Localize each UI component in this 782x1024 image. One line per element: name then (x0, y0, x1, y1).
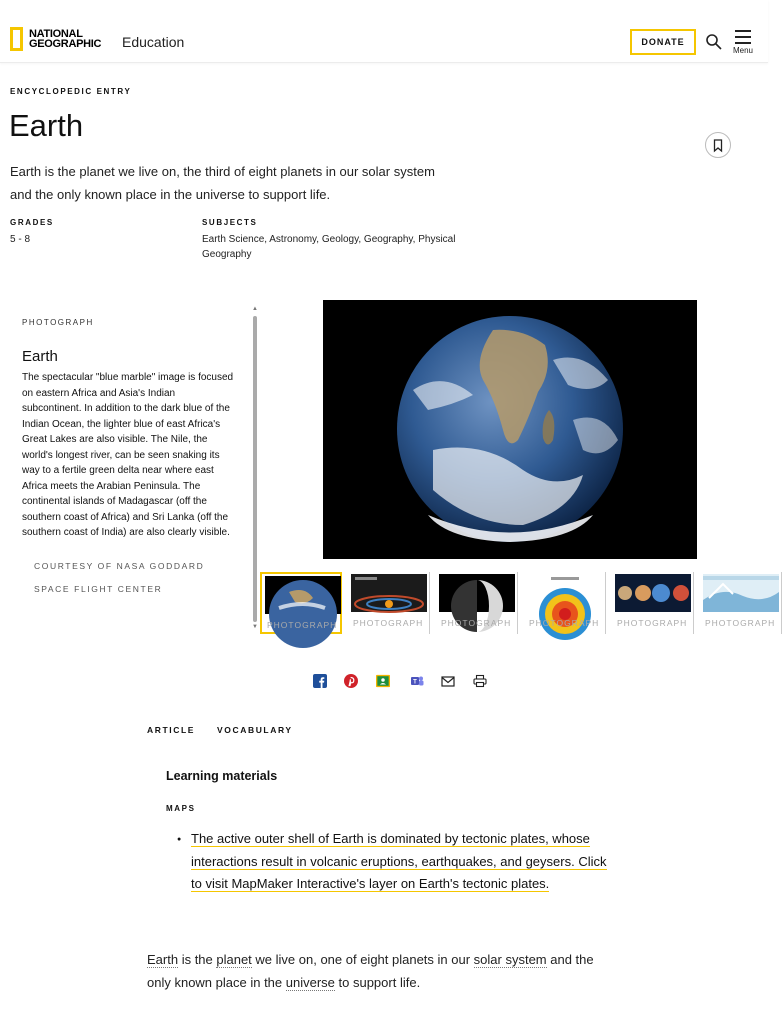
bookmark-icon (713, 139, 723, 152)
scroll-down-icon[interactable]: ▼ (252, 624, 258, 630)
vocab-link-earth[interactable]: Earth (147, 952, 179, 967)
bullet-icon: ● (177, 836, 182, 843)
logo-line2: GEOGRAPHIC (29, 38, 102, 50)
grades-value: 5 - 8 (10, 234, 31, 245)
thumbnail-label: PHOTOGRAPH (529, 618, 600, 628)
thumbnail-label: PHOTOGRAPH (353, 618, 424, 628)
subjects-label: SUBJECTS (202, 218, 258, 227)
vocab-link-universe[interactable]: universe (285, 975, 335, 990)
google-classroom-icon[interactable] (376, 674, 390, 688)
mapmaker-link-text[interactable]: The active outer shell of Earth is dominated by tectonic plates, whose interactions result in volcanic eruptions, earthquakes, and geysers. Click to visit MapMaker Interactive's layer on Earth's tectonic plates. (191, 831, 607, 891)
print-icon[interactable] (473, 674, 487, 688)
page-title: Earth (9, 108, 84, 143)
credit-line1: COURTESY OF NASA GODDARD (34, 560, 205, 571)
media-caption: The spectacular "blue marble" image is focused on eastern Africa and Asia's Indian subcontinent. In addition to the dark blue of the Indian Ocean, the lighter blue of east Africa's Great Lakes are also visible. The Nile, the world's longest river, can be seen snaking its way to a fertile green delta near where east Africa meets the Arabian Peninsula. The continental islands of Madagascar (off the southern coast of Africa) and Sri Lanka (off the southern coast of India) are also clearly visible. (22, 372, 234, 538)
tab-vocabulary[interactable]: VOCABULARY (217, 725, 293, 735)
article-paragraph (147, 948, 597, 994)
menu-label: Menu (732, 46, 753, 55)
thumbnail-label: PHOTOGRAPH (441, 618, 512, 628)
thumbnail-1[interactable] (260, 572, 342, 634)
thumbnail-label: PHOTOGRAPH (267, 620, 338, 630)
article-text: to support life. (334, 975, 421, 990)
site-header (0, 0, 768, 63)
mapmaker-link[interactable] (191, 828, 611, 896)
thumbnail-2[interactable] (348, 572, 430, 634)
teams-icon[interactable] (410, 674, 424, 688)
article-text: is the (178, 952, 217, 967)
earth-image (323, 300, 697, 559)
bookmark-button[interactable] (705, 132, 731, 158)
media-caption-panel (22, 318, 234, 601)
email-icon[interactable] (441, 674, 455, 688)
svg-text:T: T (413, 679, 417, 686)
thumbnail-strip (258, 572, 776, 634)
donate-button[interactable]: DONATE (630, 29, 696, 55)
vocab-link-solar-system[interactable]: solar system (473, 952, 547, 967)
hamburger-icon (735, 30, 751, 44)
vocab-link-planet[interactable]: planet (216, 952, 252, 967)
scroll-up-icon[interactable]: ▲ (252, 306, 258, 312)
natgeo-logo[interactable] (10, 27, 101, 51)
thumbnail-label: PHOTOGRAPH (705, 618, 776, 628)
article-text: and the only known place in the (147, 952, 594, 990)
thumbnail-6[interactable] (700, 572, 782, 634)
menu-button[interactable] (731, 30, 755, 55)
tab-article[interactable]: ARTICLE (147, 725, 196, 735)
media-credit (34, 555, 234, 601)
thumbnail-label: PHOTOGRAPH (617, 618, 688, 628)
thumbnail-4[interactable] (524, 572, 606, 634)
credit-line2: SPACE FLIGHT CENTER (34, 583, 163, 594)
subjects-value: Earth Science, Astronomy, Geology, Geography, Physical Geography (202, 234, 456, 260)
maps-label: MAPS (166, 804, 196, 813)
facebook-icon[interactable] (313, 674, 327, 688)
logo-yellow-border-icon (10, 27, 23, 51)
learning-materials-heading: Learning materials (166, 769, 278, 783)
search-icon[interactable] (705, 33, 723, 51)
logo-line1: NATIONAL (29, 28, 83, 40)
media-title: Earth (22, 348, 58, 365)
section-link[interactable]: Education (122, 34, 185, 50)
media-type: PHOTOGRAPH (22, 318, 94, 327)
grades-label: GRADES (10, 218, 54, 227)
pinterest-icon[interactable] (344, 674, 358, 688)
entry-intro: Earth is the planet we live on, the third of eight planets in our solar system and the only known place in the universe to support life. (10, 164, 435, 202)
entry-kicker: ENCYCLOPEDIC ENTRY (10, 87, 132, 96)
article-text: we live on, one of eight planets in our (251, 952, 474, 967)
main-photo-earth[interactable] (323, 300, 697, 559)
thumbnail-5[interactable] (612, 572, 694, 634)
scrollbar-thumb[interactable] (253, 316, 257, 622)
thumbnail-3[interactable] (436, 572, 518, 634)
